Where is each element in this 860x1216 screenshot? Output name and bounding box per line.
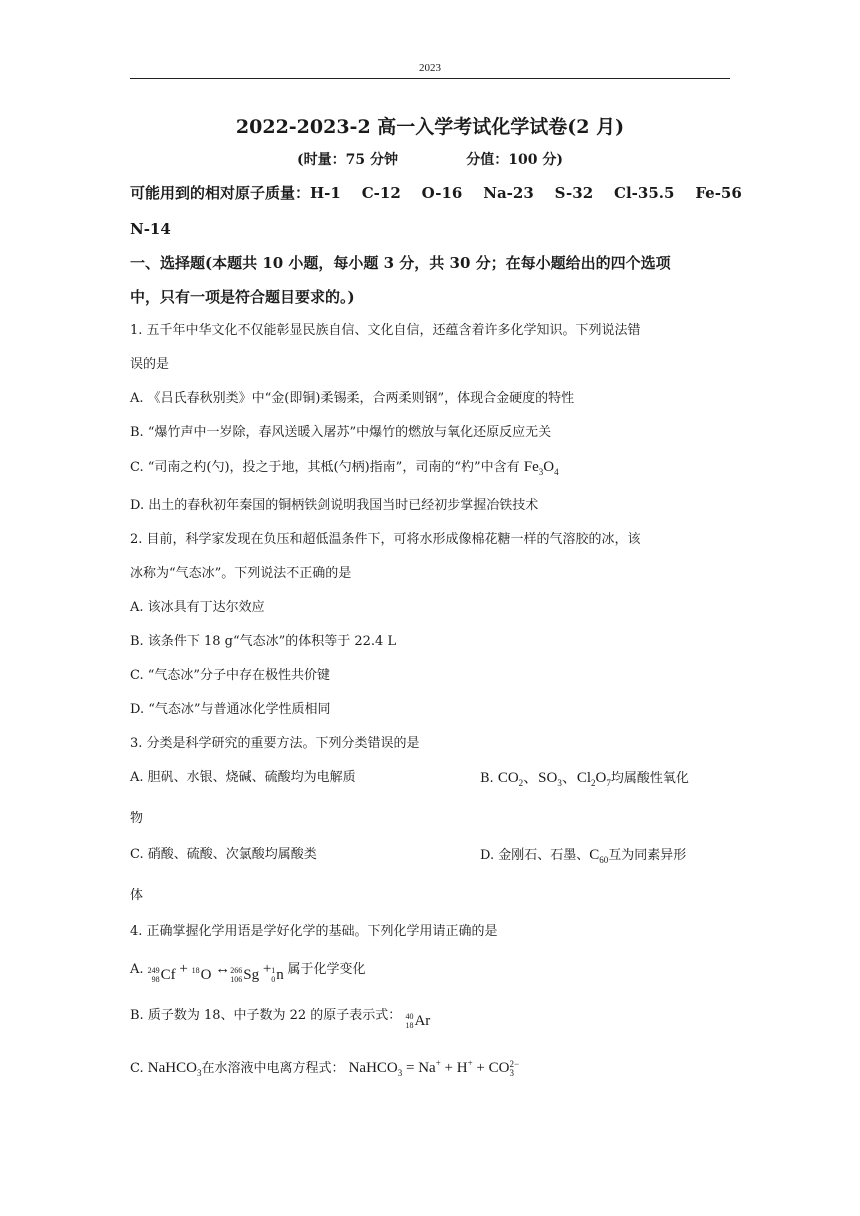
- c60-formula: $C_{60}$: [589, 847, 609, 865]
- q3-options-ab: [130, 761, 730, 800]
- q3-stem: 3. 分类是科学研究的重要方法。下列分类错误的是: [130, 736, 420, 751]
- section-heading-line2: 中，只有一项是符合题目要求的。): [130, 288, 355, 306]
- q4-option-b: B. 质子数为 18、中子数为 22 的原子表示式： 40 18 Ar: [130, 995, 730, 1042]
- nahco3-formula: NaHCO$_3$: [147, 1060, 202, 1078]
- q2-option-d: D. “气态冰”与普通冰化学性质相同: [130, 702, 331, 717]
- q3-option-d-wrap: 体: [130, 888, 144, 903]
- q2-option-c: C. “气态冰”分子中存在极性共价键: [130, 668, 331, 683]
- q2-option-a: A. 该冰具有丁达尔效应: [130, 600, 265, 615]
- q1-stem-line2: 误的是: [130, 357, 170, 372]
- header-rule: [130, 78, 730, 79]
- atomic-masses-line2: N-14: [130, 220, 171, 238]
- q1-option-d: D. 出土的春秋初年秦国的铜柄铁剑说明我国当时已经初步掌握冶铁技术: [130, 498, 539, 513]
- q2-option-b: B. 该条件下 18 g“气态冰”的体积等于 22.4 L: [130, 634, 397, 649]
- ionization-equation: NaHCO$_3$ = Na+ + H+ + CO 2− 3: [348, 1058, 520, 1078]
- q4-stem: 4. 正确掌握化学用语是学好化学的基础。下列化学用请正确的是: [130, 924, 498, 939]
- nuclear-equation: 249 98 Cf + 18 O ↔ 266 106 Sg + 1 0 n: [147, 961, 284, 984]
- q1-option-c: [130, 450, 730, 489]
- q2-stem-line2: 冰称为“气态冰”。下列说法不正确的是: [130, 566, 352, 581]
- q2-stem-line1: 2. 目前，科学家发现在负压和超低温条件下，可将水形成像棉花糖一样的气溶胶的冰，该: [130, 532, 641, 547]
- exam-subtitle: (时量：75 分钟 分值：100 分): [297, 152, 563, 168]
- page-header-year: 2023: [419, 62, 441, 74]
- q4-option-a: A. 249 98 Cf + 18 O ↔ 266 106 Sg + 1 0 n 属于化学变化: [130, 961, 366, 984]
- atomic-masses-line1: 可能用到的相对原子质量：H-1 C-12 O-16 Na-23 S-32 Cl-35.5 Fe-56: [130, 184, 742, 202]
- q1-option-b: B. “爆竹声中一岁除，春风送暖入屠苏”中爆竹的燃放与氧化还原反应无关: [130, 425, 552, 440]
- oxides-formulas: $CO_2$、$SO_3$、$Cl_2O_7$: [497, 770, 611, 788]
- exam-title: 2022-2023-2 高一入学考试化学试卷(2 月): [235, 116, 625, 138]
- ar-isotope: 40 18 Ar: [405, 1012, 431, 1030]
- q3-option-d: D. 金刚石、石墨、$C_{60}$互为同素异形: [480, 847, 687, 865]
- q3-option-c: C. 硝酸、硫酸、次氯酸均属酸类: [130, 847, 317, 862]
- section-heading-line1: 一、选择题(本题共 10 小题，每小题 3 分，共 30 分；在每小题给出的四个选项: [130, 254, 671, 272]
- q1-stem-line1: 1. 五千年中华文化不仅能彰显民族自信、文化自信，还蕴含着许多化学知识。下列说法错: [130, 323, 641, 338]
- q4-option-c: C. NaHCO$_3$在水溶液中电离方程式： NaHCO$_3$ = Na+ + H+ + CO 2− 3: [130, 1058, 520, 1078]
- q3-option-a: A. 胆矾、水银、烧碱、硫酸均为电解质: [130, 770, 356, 785]
- exam-content: [130, 112, 742, 1094]
- q3-options-cd: [130, 838, 730, 877]
- q3-option-b: B. $CO_2$、$SO_3$、$Cl_2O_7$均属酸性氧化: [480, 770, 689, 788]
- q1-option-c-text: C. “司南之杓(勺)，投之于地，其柢(勺柄)指南”，司南的“杓”中含有: [130, 460, 520, 475]
- q1-option-a: A. 《吕氏春秋别类》中“金(即铜)柔锡柔，合两柔则钢”，体现合金硬度的特性: [130, 391, 575, 406]
- fe3o4-formula: $Fe_3O_4$: [523, 459, 559, 477]
- q3-option-b-wrap: 物: [130, 811, 144, 826]
